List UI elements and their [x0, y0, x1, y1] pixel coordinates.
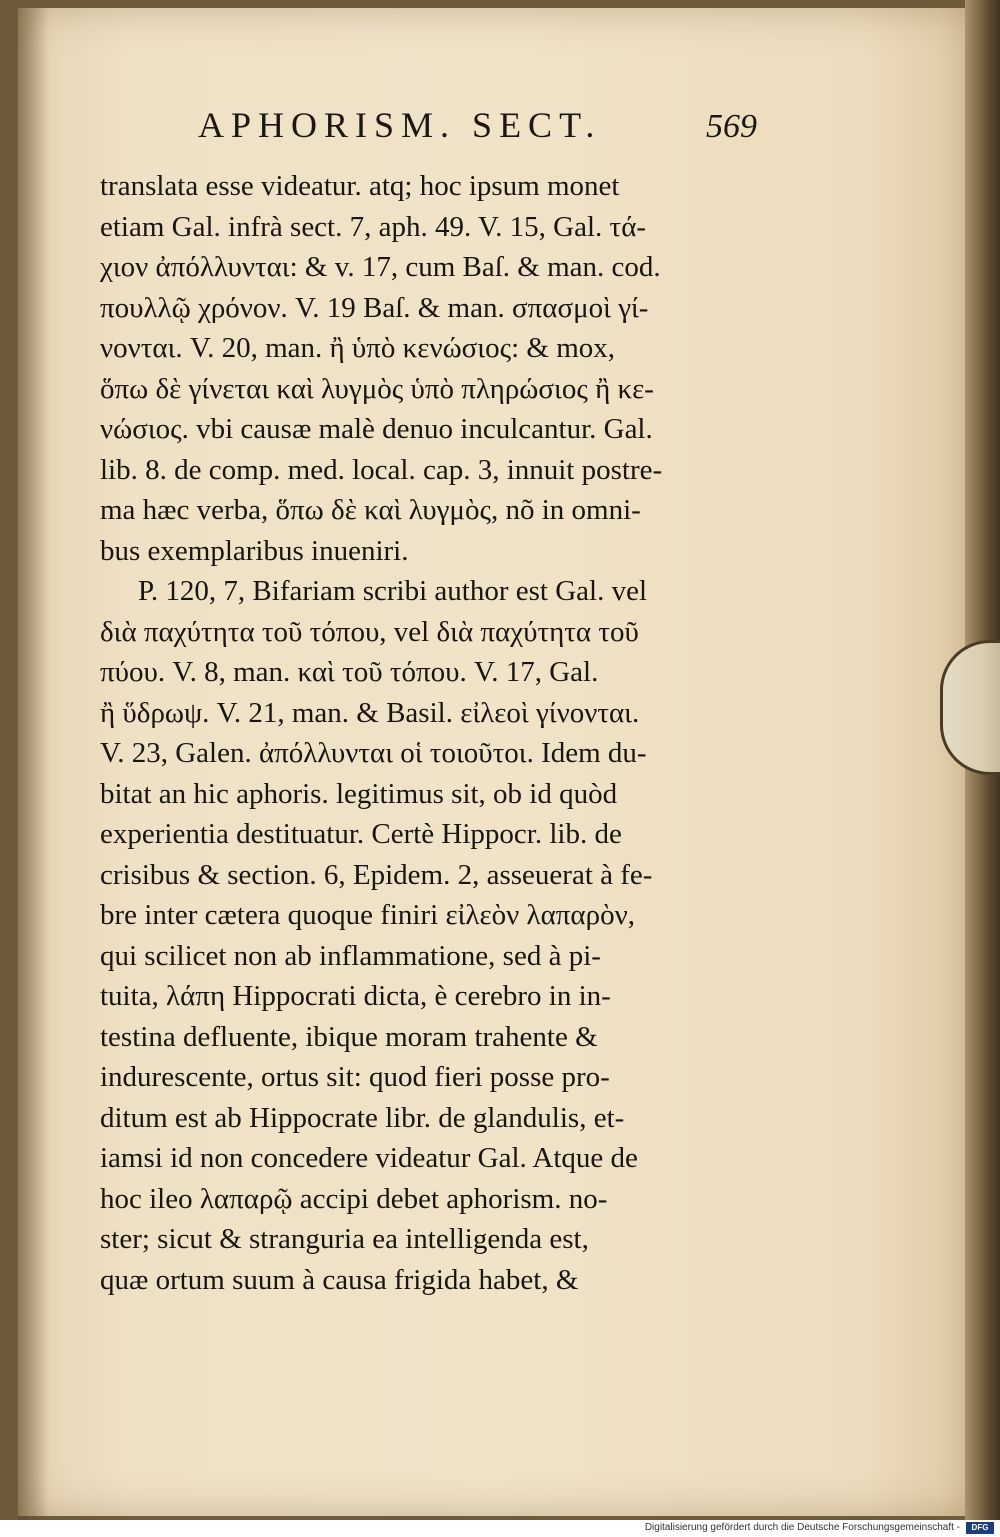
text-line: qui scilicet non ab inflammatione, sed à pi- [100, 939, 601, 972]
text-line: etiam Gal. infrà sect. 7, aph. 49. V. 15, Gal. τά- [100, 210, 647, 243]
page-number: 569 [706, 108, 757, 145]
book-page [18, 8, 978, 1516]
text-line: tuita, λάπη Hippocrati dicta, è cerebro in in- [100, 980, 611, 1012]
text-line: bre inter cætera quoque finiri εἰλεὸν λαπαρὸν, [100, 899, 635, 931]
text-line: ditum est ab Hippocrate libr. de glandulis, et- [100, 1101, 625, 1134]
text-line: ἢ ὕδρωψ. V. 21, man. & Basil. εἰλεοὶ γίνονται. [100, 696, 640, 729]
spine-shadow [18, 8, 48, 1520]
text-line: πουλλῷ χρόνον. V. 19 Baſ. & man. σπασμοὶ γί- [100, 291, 649, 324]
text-line: lib. 8. de comp. med. local. cap. 3, innuit postre- [100, 453, 663, 486]
funding-credit: Digitalisierung gefördert durch die Deutsche Forschungsgemeinschaft - [644, 1522, 960, 1533]
clasp-tab [940, 640, 1000, 775]
text-line: διὰ παχύτητα τοῦ τόπου, vel διὰ παχύτητα τοῦ [100, 615, 639, 648]
text-line: ster; sicut & stranguria ea intelligenda est, [100, 1223, 589, 1255]
text-line: χιον ἀπόλλυνται: & v. 17, cum Baſ. & man. cod. [100, 251, 661, 283]
text-line: experientia destituatur. Certè Hippocr. lib. de [100, 818, 622, 850]
text-line: ὅπω δὲ γίνεται καὶ λυγμὸς ὑπὸ πληρώσιος ἢ κε- [100, 372, 654, 405]
text-line: bitat an hic aphoris. legitimus sit, ob id quòd [100, 777, 618, 810]
text-line: νονται. V. 20, man. ἢ ὑπὸ κενώσιος: & mox, [100, 332, 616, 364]
text-line: πύου. V. 8, man. καὶ τοῦ τόπου. V. 17, Gal. [100, 656, 599, 688]
text-line: hoc ileo λαπαρῷ accipi debet aphorism. no- [100, 1182, 608, 1215]
text-line: quæ ortum suum à causa frigida habet, & [100, 1263, 579, 1296]
text-line: bus exemplaribus inueniri. [100, 534, 409, 567]
running-header: APHORISM. SECT. [198, 105, 602, 145]
text-line: translata esse videatur. atq; hoc ipsum monet [100, 170, 620, 202]
text-line: ma hæc verba, ὅπω δὲ καὶ λυγμὸς, nõ in omni- [100, 494, 641, 526]
text-line: indurescente, ortus sit: quod fieri posse pro- [100, 1061, 610, 1093]
dfg-logo: DFG [966, 1522, 994, 1534]
text-line: crisibus & section. 6, Epidem. 2, asseuerat à fe- [100, 858, 653, 891]
text-line: testina defluente, ibique moram trahente & [100, 1020, 598, 1053]
text-line: P. 120, 7, Bifariam scribi author est Gal. vel [138, 575, 648, 607]
digitization-footer [0, 1520, 1000, 1537]
body-text [100, 166, 780, 1300]
text-line: iamsi id non concedere videatur Gal. Atque de [100, 1142, 638, 1174]
text-line: νώσιος. vbi causæ malè denuo inculcantur. Gal. [100, 413, 653, 445]
text-line: V. 23, Galen. ἀπόλλυνται οἱ τοιοῦτοι. Idem du- [100, 737, 647, 769]
